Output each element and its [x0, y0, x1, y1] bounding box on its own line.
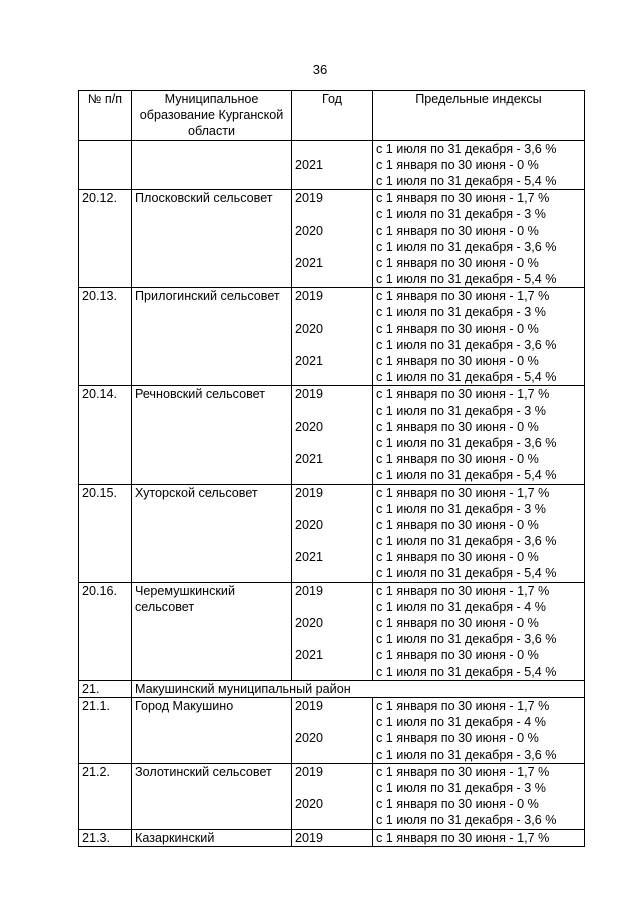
year-line	[295, 533, 369, 549]
table-row	[79, 582, 585, 680]
table-row	[79, 698, 585, 764]
row-num: 21.2.	[79, 763, 132, 829]
index-line: с 1 июля по 31 декабря - 5,4 %	[376, 370, 557, 385]
year-line	[295, 780, 369, 796]
index-line: с 1 января по 30 июня - 0 %	[376, 452, 539, 467]
year-line	[295, 467, 369, 483]
row-indexes-cell	[373, 386, 585, 484]
year-line	[295, 304, 369, 320]
header-num: № п/п	[79, 91, 132, 141]
table-row	[79, 829, 585, 846]
index-line: с 1 июля по 31 декабря - 5,4 %	[376, 566, 557, 581]
year-line	[295, 239, 369, 255]
index-line: с 1 июля по 31 декабря - 3 %	[376, 305, 546, 320]
index-line: с 1 января по 30 июня - 1,7 %	[376, 583, 550, 598]
year-line	[295, 812, 369, 828]
index-line: с 1 января по 30 июня - 1,7 %	[376, 699, 550, 713]
header-indexes: Предельные индексы	[373, 91, 585, 141]
year-line: 2020	[295, 517, 324, 532]
row-years-cell	[292, 484, 373, 582]
year-line	[295, 664, 369, 680]
index-line: с 1 января по 30 июня - 0 %	[376, 157, 539, 172]
header-year: Год	[292, 91, 373, 141]
year-line	[295, 173, 369, 189]
row-years-cell	[292, 763, 373, 829]
section-title: Макушинский муниципальный район	[132, 680, 585, 697]
year-line	[295, 599, 369, 615]
year-line: 2021	[295, 354, 324, 369]
year-line: 2019	[295, 699, 324, 713]
row-municipality	[132, 288, 292, 386]
index-line: с 1 июля по 31 декабря - 3 %	[376, 207, 546, 222]
year-line	[295, 271, 369, 287]
index-line: с 1 июля по 31 декабря - 5,4 %	[376, 272, 557, 287]
index-line: с 1 июля по 31 декабря - 3,6 %	[376, 239, 557, 254]
municipality-name: Прилогинский сельсовет	[135, 289, 280, 304]
row-indexes-cell	[373, 582, 585, 680]
index-line: с 1 января по 30 июня - 1,7 %	[376, 387, 550, 402]
year-line: 2021	[295, 157, 324, 172]
row-years-cell	[292, 829, 373, 846]
year-line	[295, 141, 369, 157]
index-line: с 1 января по 30 июня - 0 %	[376, 419, 539, 434]
municipality-name: Речновский сельсовет	[135, 387, 266, 402]
year-line	[295, 369, 369, 385]
municipality-name: Город Макушино	[135, 699, 234, 713]
index-line: с 1 января по 30 июня - 1,7 %	[376, 289, 550, 304]
index-line: с 1 января по 30 июня - 0 %	[376, 255, 539, 270]
year-line: 2020	[295, 419, 324, 434]
municipality-name: Плосковский сельсовет	[135, 191, 273, 206]
year-line: 2020	[295, 223, 324, 238]
index-line: с 1 января по 30 июня - 0 %	[376, 550, 539, 565]
year-line	[295, 747, 369, 763]
table-row	[79, 763, 585, 829]
year-line	[295, 403, 369, 419]
index-line: с 1 июля по 31 декабря - 3 %	[376, 403, 546, 418]
index-line: с 1 января по 30 июня - 0 %	[376, 616, 539, 631]
year-line: 2021	[295, 255, 324, 270]
year-line: 2019	[295, 191, 324, 206]
row-indexes-cell	[373, 190, 585, 288]
year-line: 2019	[295, 764, 324, 779]
index-line: с 1 января по 30 июня - 0 %	[376, 797, 539, 812]
municipality-name: Казаркинский	[135, 830, 215, 845]
row-indexes-cell	[373, 829, 585, 846]
row-num: 20.14.	[79, 386, 132, 484]
index-line: с 1 июля по 31 декабря - 5,4 %	[376, 664, 557, 679]
municipality-name: Золотинский сельсовет	[135, 764, 272, 779]
page-number: 36	[312, 62, 328, 77]
index-line: с 1 января по 30 июня - 0 %	[376, 517, 539, 532]
index-line: с 1 января по 30 июня - 1,7 %	[376, 764, 550, 779]
year-line: 2019	[295, 485, 324, 500]
table-header-row	[79, 91, 585, 141]
index-line: с 1 июля по 31 декабря - 5,4 %	[376, 468, 557, 483]
row-municipality	[132, 582, 292, 680]
index-line: с 1 января по 30 июня - 0 %	[376, 321, 539, 336]
row-municipality	[132, 484, 292, 582]
row-municipality	[132, 829, 292, 846]
row-num: 21.1.	[79, 698, 132, 764]
year-line: 2021	[295, 550, 324, 565]
index-line: с 1 июля по 31 декабря - 3,6 %	[376, 435, 557, 450]
indexes-table	[78, 90, 585, 847]
index-line: с 1 июля по 31 декабря - 3,6 %	[376, 141, 557, 156]
year-line: 2019	[295, 289, 324, 304]
row-num: 20.15.	[79, 484, 132, 582]
year-line: 2020	[295, 321, 324, 336]
section-num: 21.	[79, 680, 132, 697]
year-line	[295, 501, 369, 517]
year-line	[295, 206, 369, 222]
year-line: 2020	[295, 616, 324, 631]
row-municipality	[132, 698, 292, 764]
row-indexes-cell	[373, 484, 585, 582]
index-line: с 1 января по 30 июня - 0 %	[376, 354, 539, 369]
index-line: с 1 июля по 31 декабря - 5,4 %	[376, 173, 557, 188]
year-line: 2020	[295, 797, 324, 812]
year-line: 2019	[295, 387, 324, 402]
index-line: с 1 января по 30 июня - 0 %	[376, 731, 539, 746]
row-num-cell	[79, 140, 132, 190]
index-line: с 1 июля по 31 декабря - 3 %	[376, 780, 546, 795]
index-line: с 1 января по 30 июня - 0 %	[376, 648, 539, 663]
index-line: с 1 июля по 31 декабря - 3,6 %	[376, 747, 557, 762]
year-line: 2020	[295, 731, 324, 746]
section-row	[79, 680, 585, 697]
table-row	[79, 386, 585, 484]
index-line: с 1 июля по 31 декабря - 3,6 %	[376, 632, 557, 647]
index-line: с 1 июля по 31 декабря - 3 %	[376, 501, 546, 516]
year-line	[295, 631, 369, 647]
year-line: 2021	[295, 452, 324, 467]
row-indexes-cell	[373, 140, 585, 190]
year-line	[295, 565, 369, 581]
row-num: 21.3.	[79, 829, 132, 846]
row-name-cell	[132, 140, 292, 190]
table-row	[79, 288, 585, 386]
year-line: 2019	[295, 583, 324, 598]
row-municipality	[132, 763, 292, 829]
row-years-cell	[292, 140, 373, 190]
index-line: с 1 июля по 31 декабря - 4 %	[376, 599, 546, 614]
index-line: с 1 января по 30 июня - 0 %	[376, 223, 539, 238]
index-line: с 1 января по 30 июня - 1,7 %	[376, 830, 550, 845]
municipality-name: Черемушкинский сельсовет	[135, 583, 235, 614]
continuation-row	[79, 140, 585, 190]
row-years-cell	[292, 190, 373, 288]
row-num: 20.12.	[79, 190, 132, 288]
row-years-cell	[292, 386, 373, 484]
year-line	[295, 337, 369, 353]
row-years-cell	[292, 698, 373, 764]
row-municipality	[132, 386, 292, 484]
index-line: с 1 января по 30 июня - 1,7 %	[376, 485, 550, 500]
year-line: 2019	[295, 830, 324, 845]
row-num: 20.16.	[79, 582, 132, 680]
row-indexes-cell	[373, 288, 585, 386]
row-years-cell	[292, 582, 373, 680]
table-row	[79, 190, 585, 288]
index-line: с 1 июля по 31 декабря - 4 %	[376, 715, 546, 730]
row-indexes-cell	[373, 763, 585, 829]
municipality-name: Хуторской сельсовет	[135, 485, 258, 500]
row-years-cell	[292, 288, 373, 386]
index-line: с 1 января по 30 июня - 1,7 %	[376, 191, 550, 206]
year-line: 2021	[295, 648, 324, 663]
table-row	[79, 484, 585, 582]
year-line	[295, 435, 369, 451]
header-municipality: Муниципальное образование Курганской области	[132, 91, 292, 141]
row-municipality	[132, 190, 292, 288]
year-line	[295, 714, 369, 730]
row-num: 20.13.	[79, 288, 132, 386]
index-line: с 1 июля по 31 декабря - 3,6 %	[376, 813, 557, 828]
index-line: с 1 июля по 31 декабря - 3,6 %	[376, 337, 557, 352]
index-line: с 1 июля по 31 декабря - 3,6 %	[376, 534, 557, 549]
row-indexes-cell	[373, 698, 585, 764]
